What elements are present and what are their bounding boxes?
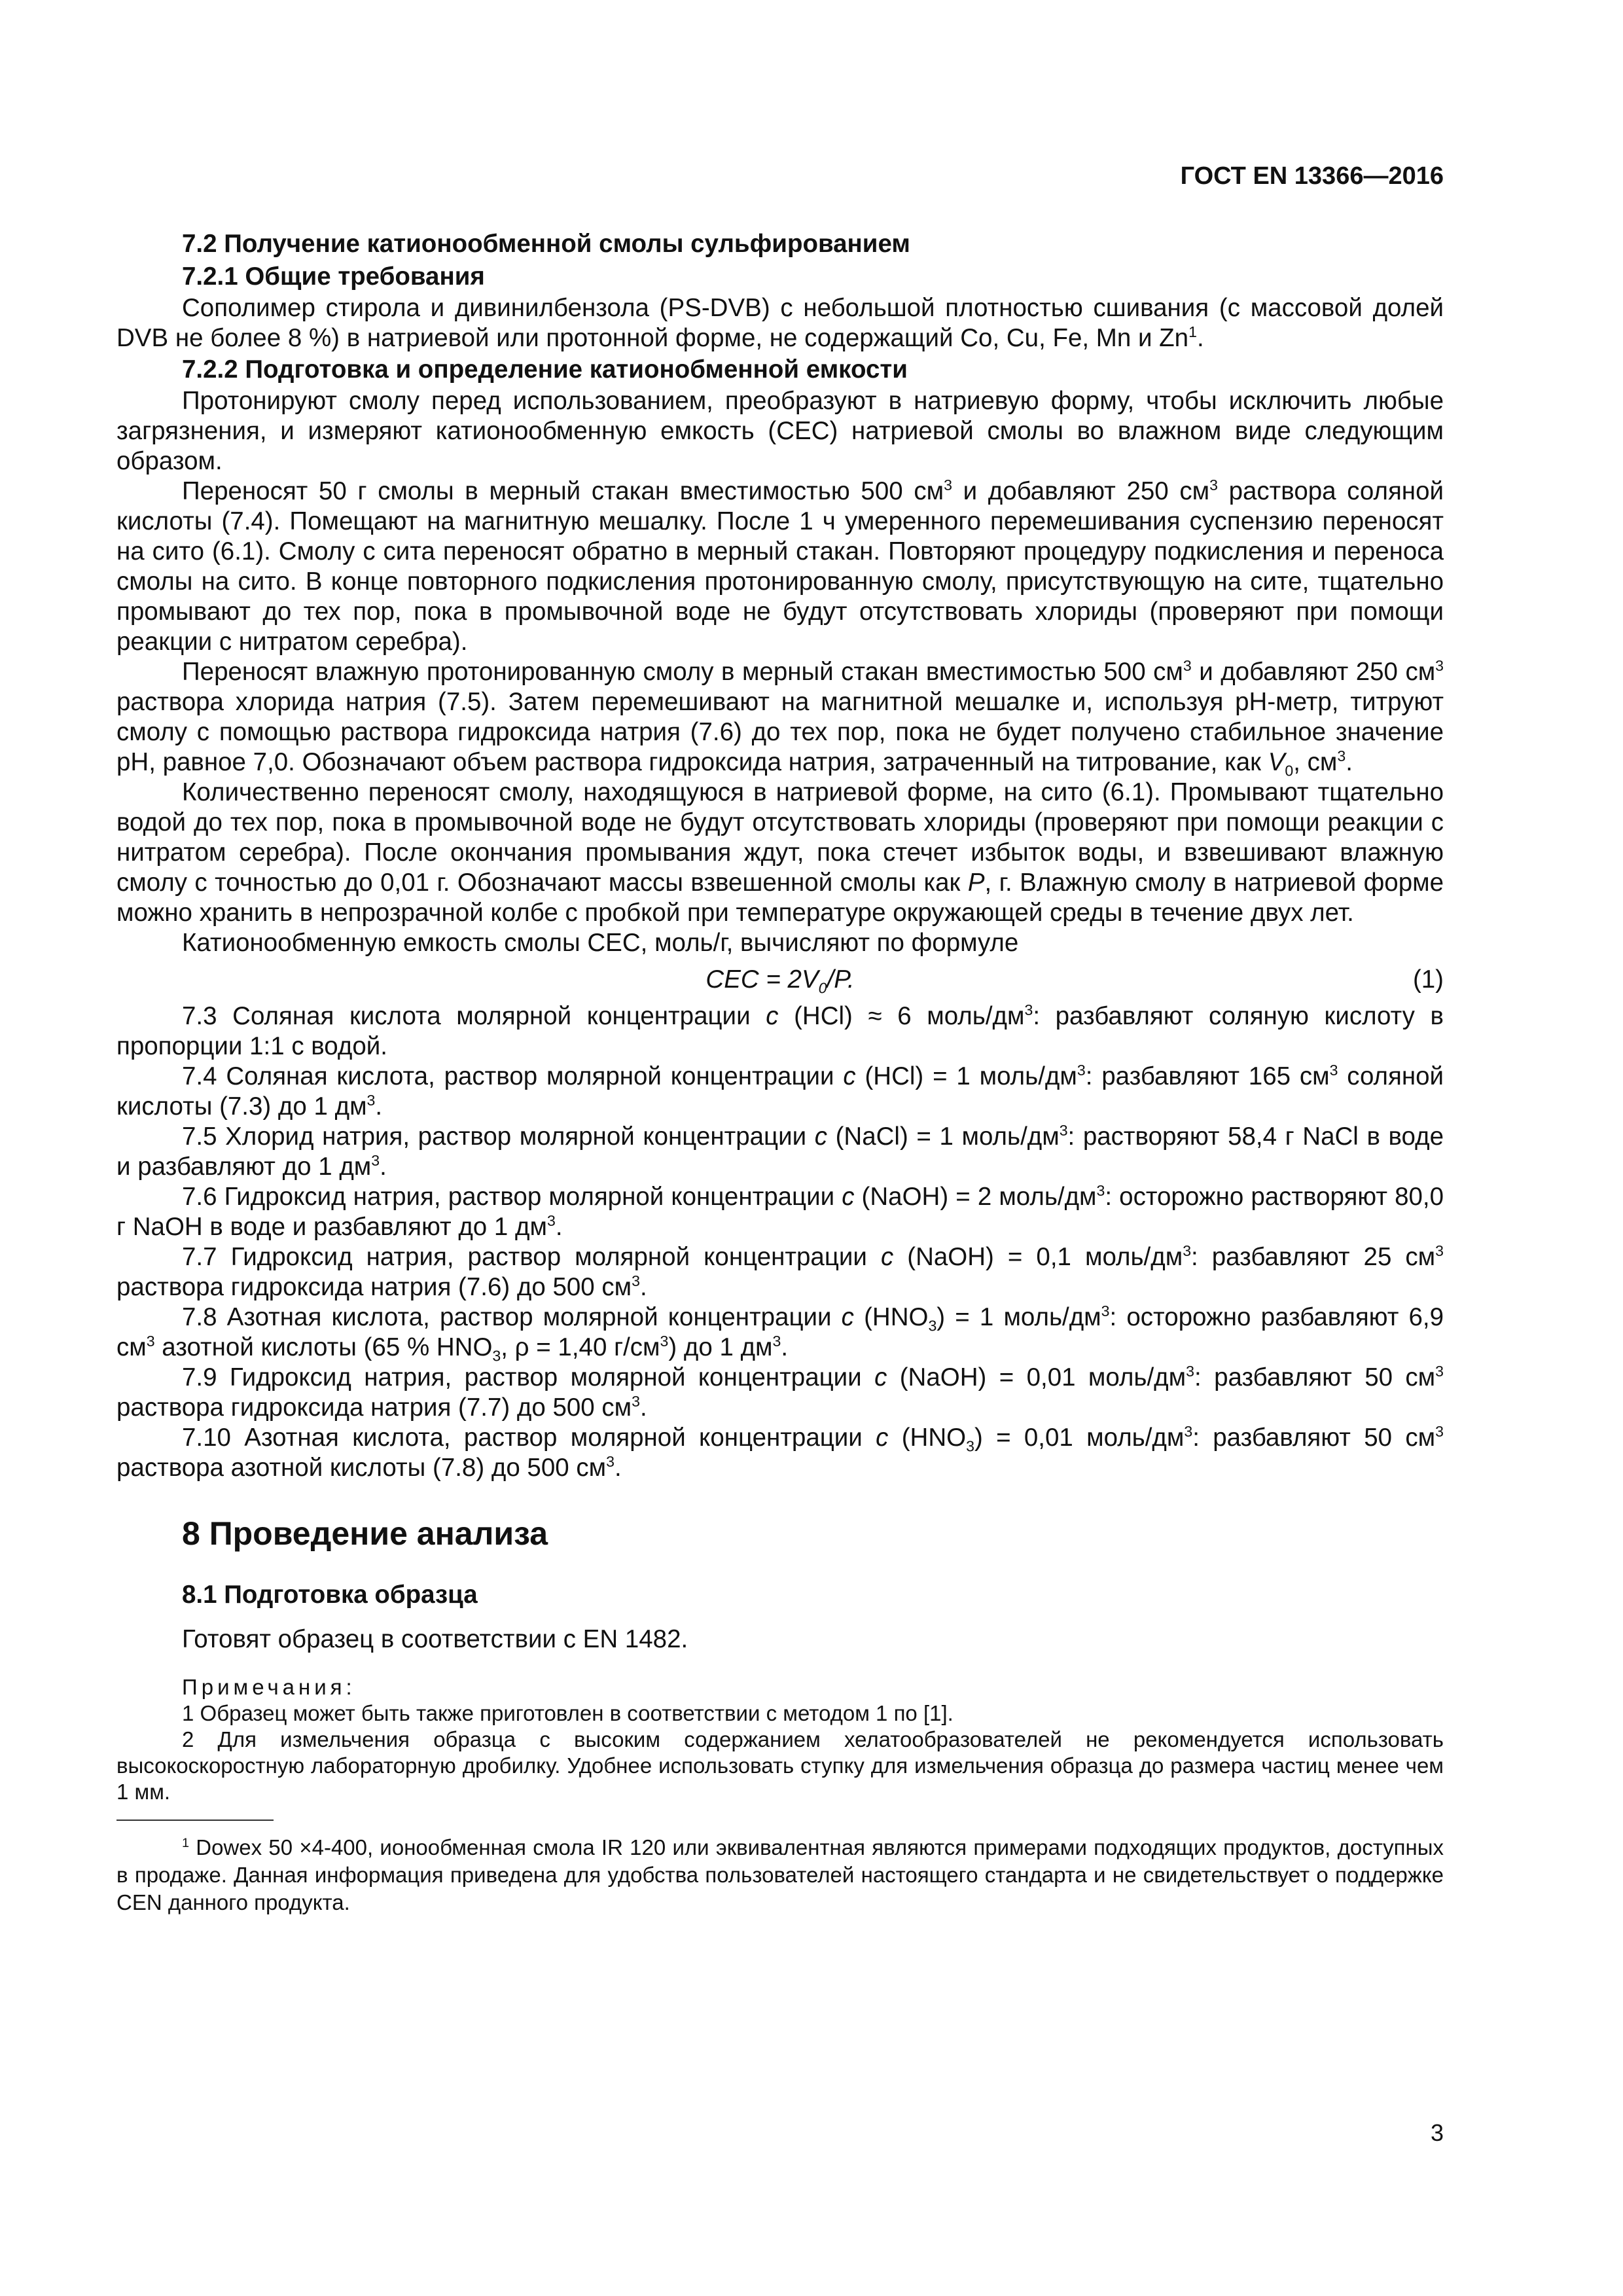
section-7-2-2-title: 7.2.2 Подготовка и определение катионобменной емкости xyxy=(182,355,908,384)
reagent-7-6: 7.6 Гидроксид натрия, раствор молярной концентрации c (NaOH) = 2 моль/$дм^3$: осторожно растворяют 80,0 г NaOH в воде и разбавляют до 1 $дм^3$. xyxy=(116,1182,1444,1241)
formula-number: (1) xyxy=(1412,965,1444,994)
section-8-1-text: Готовят образец в соответствии с EN 1482. xyxy=(182,1625,688,1653)
reagent-7-9: 7.9 Гидроксид натрия, раствор молярной концентрации c (NaOH) = 0,01 моль/$дм^3$: разбавляют 50 $см^3$ раствора гидроксида натрия (7.7) до 500 $см^3$. xyxy=(116,1363,1444,1422)
reagent-7-3: 7.3 Соляная кислота молярной концентрации c (HCl) ≈ 6 моль/$дм^3$: разбавляют соляную кислоту в пропорции 1:1 с водой. xyxy=(116,1001,1444,1060)
notes-title: Примечания: xyxy=(182,1675,356,1699)
section-7-2-title: 7.2 Получение катионообменной смолы сульфированием xyxy=(182,230,910,258)
section-7-2-1-text: Сополимер стирола и дивинилбензола (PS-DVB) с небольшой плотностью сшивания (с массовой долей DVB не более 8 %) в натриевой или протонной форме, не содержащий Co, Cu, Fe, Mn и Zn$^1$. xyxy=(116,294,1444,352)
footnote-1: $^1$ Dowex 50 ×4-400, ионообменная смола IR 120 или эквивалентная являются примерами подходящих продуктов, доступных в продаже. Данная информация приведена для удобства пользователей настоящего стандарта и не свидетельствует о поддержке CEN данного продукта. xyxy=(116,1835,1444,1914)
reagent-7-8: 7.8 Азотная кислота, раствор молярной концентрации c $(HNO_3) = 1$ моль/$дм^3$: осторожно разбавляют 6,9 $см^3$ азотной кислоты (65 % $HNO_3$, ρ = 1,40 $г/см^3$) до 1 $дм^3$. xyxy=(116,1302,1444,1365)
paragraph-cec-intro: Катионообменную емкость смолы CEC, моль/г, вычисляют по формуле xyxy=(182,929,1019,957)
formula-cec: CEC = $2V_0/P$. (1) xyxy=(116,961,1444,999)
reagent-7-5: 7.5 Хлорид натрия, раствор молярной концентрации c (NaCl) = 1 моль/$дм^3$: растворяют 58,4 г NaCl в воде и разбавляют до 1 $дм^3$. xyxy=(116,1122,1444,1181)
note-1: 1 Образец может быть также приготовлен в соответствии с методом 1 по [1]. xyxy=(182,1701,954,1725)
reagent-7-10: 7.10 Азотная кислота, раствор молярной концентрации c $(HNO_3) = 0,01$ моль/$дм^3$: разбавляют 50 $см^3$ раствора азотной кислоты (7.8) до 500 $см^3$. xyxy=(116,1423,1444,1482)
page-content xyxy=(116,228,1444,1916)
section-8-1-title: 8.1 Подготовка образца xyxy=(182,1581,478,1609)
standard-designation: ГОСТ EN 13366—2016 xyxy=(1180,162,1444,190)
section-8-title: 8 Проведение анализа xyxy=(182,1515,548,1552)
reagent-7-4: 7.4 Соляная кислота, раствор молярной концентрации c (HCl) = 1 моль/$дм^3$: разбавляют 165 $см^3$ соляной кислоты (7.3) до 1 $дм^3$. xyxy=(116,1062,1444,1121)
page-number: 3 xyxy=(1430,2119,1444,2146)
footnote-divider xyxy=(116,1820,274,1821)
paragraph-washing: Количественно переносят смолу, находящуюся в натриевой форме, на сито (6.1). Промывают тщательно водой до тех пор, пока в промывочной воде не будут отсутствовать хлориды (проверяют при помощи реакции с нитратом серебра). После окончания промывания ждут, пока стечет избыток воды, и взвешивают влажную смолу с точностью до 0,01 г. Обозначают массы взвешенной смолы как P, г. Влажную смолу в натриевой форме можно хранить в непрозрачной колбе с пробкой при температуре окружающей среды в течение двух лет. xyxy=(116,778,1444,927)
paragraph-protonation: Протонируют смолу перед использованием, преобразуют в натриевую форму, чтобы исключить любые загрязнения, и измеряют катионообменную емкость (CEC) натриевой смолы во влажном виде следующим образом. xyxy=(116,387,1444,475)
paragraph-transfer-resin: Переносят 50 г смолы в мерный стакан вместимостью 500 $см^3$ и добавляют 250 $см^3$ раствора соляной кислоты (7.4). Помещают на магнитную мешалку. После 1 ч умеренного перемешивания суспензию переносят на сито (6.1). Смолу с сита переносят обратно в мерный стакан. Повторяют процедуру подкисления и переноса смолы на сито. В конце повторного подкисления протонированную смолу, присутствующую на сите, тщательно промывают до тех пор, пока в промывочной воде не будут отсутствовать хлориды (проверяют при помощи реакции с нитратом серебра). xyxy=(116,476,1444,656)
reagent-7-7: 7.7 Гидроксид натрия, раствор молярной концентрации c (NaOH) = 0,1 моль/$дм^3$: разбавляют 25 $см^3$ раствора гидроксида натрия (7.6) до 500 $см^3$. xyxy=(116,1242,1444,1301)
note-2: 2 Для измельчения образца с высоким содержанием хелатообразователей не рекомендуется использовать высокоскоростную лабораторную дробилку. Удобнее использовать ступку для измельчения образца до размера частиц менее чем 1 мм. xyxy=(116,1727,1444,1804)
notes-block xyxy=(116,1674,1444,1805)
paragraph-titration: Переносят влажную протонированную смолу в мерный стакан вместимостью 500 $см^3$ и добавляют 250 $см^3$ раствора хлорида натрия (7.5). Затем перемешивают на магнитной мешалке и, используя pH-метр, титруют смолу с помощью раствора гидроксида натрия (7.6) до тех пор, пока не будет получено стабильное значение pH, равное 7,0. Обозначают объем раствора гидроксида натрия, затраченный на титрование, как $V_0$, $см^3$. xyxy=(116,657,1444,780)
section-7-2-1-title: 7.2.1 Общие требования xyxy=(182,262,485,291)
